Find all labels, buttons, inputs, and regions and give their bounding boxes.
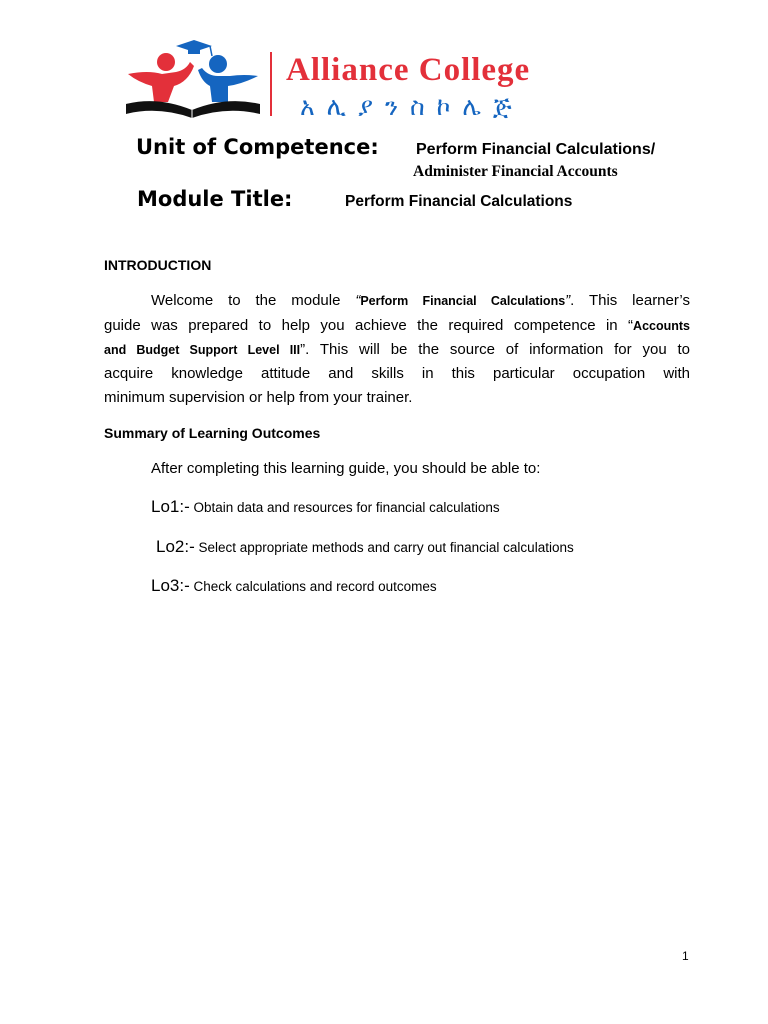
learning-outcome-1 [151,497,500,517]
unit-of-competence-value-line2: Administer Financial Accounts [413,163,618,180]
logo-amharic-title: አ ሊ ያ ን ስ ኮ ሌ ጅ [300,92,514,121]
summary-heading: Summary of Learning Outcomes [104,425,321,441]
introduction-heading: INTRODUCTION [104,257,212,273]
intro-paragraph-line-4: acquire knowledge attitude and skills in this particular occupation with [104,365,690,382]
learning-outcome-2 [156,537,574,557]
intro-text: Welcome to the module [151,292,356,309]
intro-text: guide was prepared to help you achieve the required competence in “ [104,317,634,334]
intro-text: ”. This will be the source of information for you to [300,341,691,358]
outcome-code: Lo3:- [151,576,190,595]
competence-name: and Budget Support Level III [104,343,301,357]
competence-name: Accounts [633,319,690,333]
module-name: Perform Financial Calculations [360,294,566,308]
intro-paragraph-line-3 [104,338,690,362]
logo-divider [270,52,272,116]
open-quote: “ [355,292,361,309]
intro-paragraph-line-1 [151,289,690,313]
unit-of-competence-value: Perform Financial Calculations/ [416,141,656,158]
intro-text: . This learner’s [570,292,690,309]
module-title-label: Module Title: [137,187,293,211]
logo-title: Alliance College [286,52,531,88]
outcome-text: Check calculations and record outcomes [189,579,437,594]
module-title-value: Perform Financial Calculations [345,193,573,210]
unit-of-competence-label: Unit of Competence: [136,135,379,159]
learning-outcome-3 [151,576,437,596]
outcome-text: Select appropriate methods and carry out financial calculations [194,540,574,555]
outcome-code: Lo2:- [156,537,195,556]
page-number: 1 [682,949,689,963]
close-quote: ” [565,292,571,309]
outcome-text: Obtain data and resources for financial calculations [189,500,500,515]
summary-intro: After completing this learning guide, you should be able to: [151,460,541,477]
graduates-on-book-icon [118,40,268,120]
intro-paragraph-line-2 [104,314,690,338]
outcome-code: Lo1:- [151,497,190,516]
intro-paragraph-line-5: minimum supervision or help from your trainer. [104,389,413,406]
